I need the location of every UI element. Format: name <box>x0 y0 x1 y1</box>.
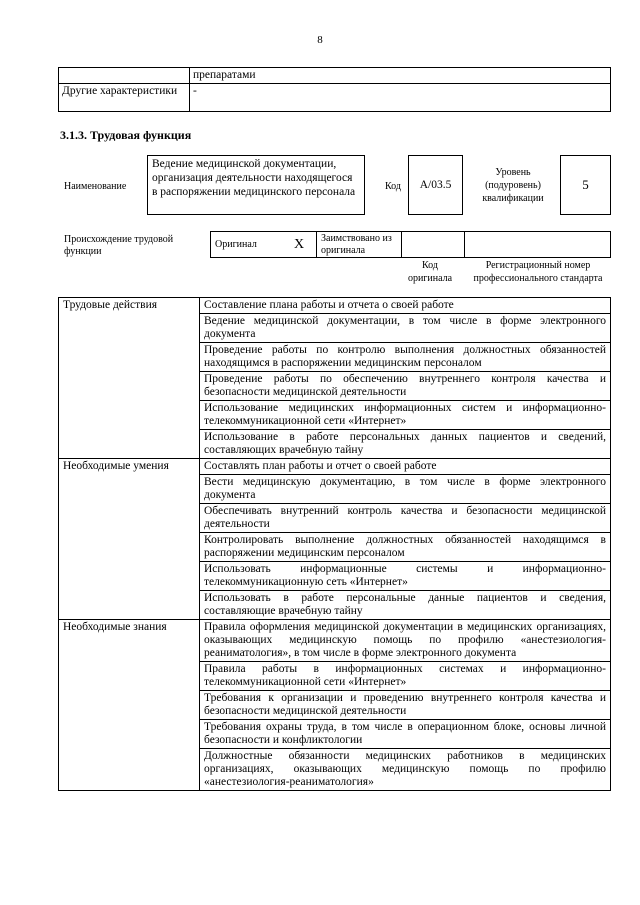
description-cell: Требования охраны труда, в том числе в операционном блоке, основы личной безопасности и конфликтологии <box>200 720 611 749</box>
row-label <box>59 68 190 84</box>
reg-number-cell <box>465 232 611 258</box>
origin-label: Происхождение трудовой функции <box>64 234 174 257</box>
description-cell: Составлять план работы и отчет о своей работе <box>200 459 611 475</box>
table-row <box>59 298 611 314</box>
description-cell: Правила оформления медицинской документации в медицинских организациях, оказывающих медицинскую помощь по профилю «анестезиология-реаниматология», в том числе в форме электронного документа <box>200 620 611 662</box>
qualification-level-value: 5 <box>560 155 611 215</box>
description-cell: Правила работы в информационных системах и информационно-телекоммуникационной сети «Интернет» <box>200 662 611 691</box>
table-row <box>59 459 611 475</box>
category-cell: Необходимые умения <box>59 459 200 620</box>
description-cell: Использование в работе персональных данных пациентов и сведений, составляющих врачебную тайну <box>200 430 611 459</box>
code-original-caption: Код оригинала <box>407 260 453 284</box>
reg-number-caption: Регистрационный номер профессионального стандарта <box>473 260 603 284</box>
description-cell: Должностные обязанности медицинских работников в медицинских организациях, оказывающих медицинскую помощь по профилю «анестезиология-реаниматология» <box>200 749 611 791</box>
category-cell: Необходимые знания <box>59 620 200 791</box>
function-name: Ведение медицинской документации, организация деятельности находящегося в распоряжении медицинского персонала <box>147 155 365 215</box>
category-cell: Трудовые действия <box>59 298 200 459</box>
table-row <box>59 620 611 662</box>
qualification-level-label: Уровень (подуровень) квалификации <box>482 167 544 204</box>
page-number: 8 <box>317 34 323 46</box>
code-label: Код <box>385 181 401 192</box>
row-value: препаратами <box>190 68 611 84</box>
name-label: Наименование <box>64 181 127 192</box>
row-label: Другие характеристики <box>59 84 190 112</box>
function-code: A/03.5 <box>408 155 463 215</box>
description-cell: Использовать информационные системы и информационно-телекоммуникационную сеть «Интернет» <box>200 562 611 591</box>
description-cell: Проведение работы по обеспечению внутреннего контроля качества и безопасности медицинской деятельности <box>200 372 611 401</box>
description-cell: Составление плана работы и отчета о своей работе <box>200 298 611 314</box>
description-cell: Использовать в работе персональные данные пациентов и сведения, составляющие врачебную тайну <box>200 591 611 620</box>
description-cell: Ведение медицинской документации, в том числе в форме электронного документа <box>200 314 611 343</box>
description-cell: Проведение работы по контролю выполнения должностных обязанностей находящимся в распоряжении медицинским персоналом <box>200 343 611 372</box>
row-value: - <box>190 84 611 112</box>
section-title: 3.1.3. Трудовая функция <box>60 128 192 142</box>
previous-section-table <box>58 67 611 112</box>
original-mark: X <box>282 232 317 258</box>
table-row <box>59 68 611 84</box>
origin-table <box>210 231 611 258</box>
description-cell: Вести медицинскую документацию, в том числе в форме электронного документа <box>200 475 611 504</box>
original-label: Оригинал <box>211 232 283 258</box>
description-cell: Обеспечивать внутренний контроль качества и безопасности медицинской деятельности <box>200 504 611 533</box>
labor-function-table <box>58 297 611 791</box>
description-cell: Контролировать выполнение должностных обязанностей находящимся в распоряжении медицинским персоналом <box>200 533 611 562</box>
original-code-cell <box>402 232 465 258</box>
borrowed-label: Заимствовано из оригинала <box>317 232 402 258</box>
table-row <box>59 84 611 112</box>
description-cell: Использование медицинских информационных систем и информационно-телекоммуникационной сети «Интернет» <box>200 401 611 430</box>
description-cell: Требования к организации и проведению внутреннего контроля качества и безопасности медицинской деятельности <box>200 691 611 720</box>
